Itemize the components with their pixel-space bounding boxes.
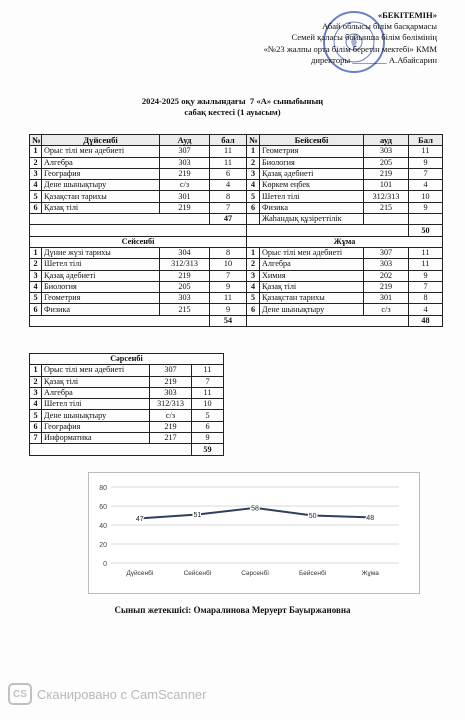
lesson-number: 6 (30, 304, 42, 315)
room-number: 312/313 (160, 259, 210, 270)
lesson-number: 7 (30, 433, 42, 444)
table-row (30, 281, 443, 292)
schedule-table-wednesday (29, 353, 224, 456)
thursday-extra: Жаһандық құзіреттілік (260, 214, 364, 225)
lesson-number: 6 (30, 202, 42, 213)
friday-total: 48 (409, 315, 443, 326)
lesson-number: 1 (30, 146, 42, 157)
x-tick-label: Дүйсенбі (126, 570, 154, 577)
approval-line-3: «№23 жалпы орта білім беретін мектебі» КММ (263, 43, 437, 54)
camscanner-watermark (8, 683, 206, 705)
lesson-number: 2 (247, 259, 260, 270)
lesson-number: 3 (30, 168, 42, 179)
difficulty-score: 11 (210, 293, 247, 304)
data-label: 47 (135, 515, 144, 523)
subject-name: Қазақ тілі (42, 376, 150, 387)
lesson-number: 3 (30, 270, 42, 281)
tuesday-label: Сейсенбі (30, 236, 247, 247)
table-row (30, 304, 443, 315)
table-row (30, 399, 224, 410)
room-number: 219 (150, 376, 192, 387)
table-row (30, 259, 443, 270)
subject-name: Қазақ әдебиеті (260, 168, 364, 179)
room-number: 301 (160, 191, 210, 202)
thursday-total: 50 (409, 225, 443, 236)
y-tick-label: 0 (103, 561, 107, 568)
table-row (30, 376, 224, 387)
col-room-2: ауд (364, 135, 409, 146)
difficulty-score: 11 (409, 247, 443, 258)
difficulty-score: 11 (409, 146, 443, 157)
wednesday-header-row (30, 354, 224, 365)
subject-name: Қазақ тілі (260, 281, 364, 292)
subject-name: Қазақстан тарихы (260, 293, 364, 304)
room-number: 303 (364, 259, 409, 270)
room-number: 219 (364, 168, 409, 179)
table-row (30, 387, 224, 398)
lesson-number: 4 (30, 180, 42, 191)
table-row (30, 365, 224, 376)
subject-name: Дене шынықтыру (42, 410, 150, 421)
table-row (30, 146, 443, 157)
subject-name: Дене шынықтыру (260, 304, 364, 315)
difficulty-score: 8 (210, 247, 247, 258)
lesson-number: 6 (30, 421, 42, 432)
col-num-2: № (247, 135, 260, 146)
schedule-table-main (29, 134, 443, 327)
subject-name: Информатика (42, 433, 150, 444)
subject-name: Алгебра (260, 259, 364, 270)
lesson-number: 2 (30, 157, 42, 168)
approval-line-1: Абай облысы білім басқармасы (322, 21, 437, 32)
subject-name: Көркем еңбек (260, 180, 364, 191)
thursday-total-row (30, 225, 443, 236)
subject-name: Шетел тілі (260, 191, 364, 202)
difficulty-score: 4 (210, 180, 247, 191)
lesson-number: 4 (30, 281, 42, 292)
room-number: 215 (160, 304, 210, 315)
schedule-title-line-2: сабақ кестесі (1 ауысым) (184, 107, 281, 117)
table-row (30, 157, 443, 168)
approval-title: «БЕКІТЕМІН» (377, 10, 437, 20)
header-row (30, 135, 443, 146)
lesson-number: 5 (247, 191, 260, 202)
subject-name: Физика (260, 202, 364, 213)
room-number: 217 (150, 433, 192, 444)
data-label: 48 (366, 514, 375, 522)
room-number: 304 (160, 247, 210, 258)
lesson-number: 6 (247, 202, 260, 213)
difficulty-score: 4 (409, 180, 443, 191)
subject-name: Биология (260, 157, 364, 168)
room-number: 205 (364, 157, 409, 168)
monday-thursday-total-row (30, 214, 443, 225)
y-tick-label: 80 (99, 485, 107, 492)
difficulty-score: 6 (210, 168, 247, 179)
room-number: 205 (160, 281, 210, 292)
x-tick-label: Сәрсенбі (241, 570, 269, 577)
difficulty-score: 9 (210, 281, 247, 292)
subject-name: Қазақ әдебиеті (42, 270, 160, 281)
col-score-2: Бал (409, 135, 443, 146)
difficulty-score: 11 (192, 387, 224, 398)
tuesday-friday-total-row (30, 315, 443, 326)
room-number: 307 (150, 365, 192, 376)
difficulty-score: 11 (210, 157, 247, 168)
approval-line-4: директоры ________ А.Абайсарин (311, 54, 437, 65)
room-number: 101 (364, 180, 409, 191)
data-label: 58 (251, 505, 259, 513)
lesson-number: 5 (30, 191, 42, 202)
y-tick-label: 20 (99, 542, 107, 549)
friday-label: Жұма (247, 236, 443, 247)
subject-name: География (42, 168, 160, 179)
room-number: 219 (160, 168, 210, 179)
lesson-number: 5 (247, 293, 260, 304)
subject-name: Дүние жүзі тарихы (42, 247, 160, 258)
lesson-number: 3 (247, 270, 260, 281)
subject-name: Дене шынықтыру (42, 180, 160, 191)
difficulty-score: 5 (192, 410, 224, 421)
difficulty-score: 9 (409, 270, 443, 281)
difficulty-score: 11 (210, 146, 247, 157)
col-monday: Дүйсенбі (42, 135, 160, 146)
wednesday-total-row (30, 444, 224, 455)
lesson-number: 2 (30, 376, 42, 387)
schedule-title-line-1: 2024-2025 оқу жылындағы 7 «А» сыныбының (141, 96, 324, 106)
room-number: 219 (364, 281, 409, 292)
col-score: бал (210, 135, 247, 146)
y-tick-label: 60 (99, 504, 107, 511)
room-number: 303 (160, 293, 210, 304)
room-number: 312/313 (364, 191, 409, 202)
lesson-number: 3 (30, 387, 42, 398)
difficulty-score: 8 (409, 293, 443, 304)
room-number: 219 (150, 421, 192, 432)
difficulty-score: 9 (192, 433, 224, 444)
lesson-number: 1 (30, 365, 42, 376)
table-row (30, 421, 224, 432)
approval-block (264, 10, 437, 66)
room-number: 307 (364, 247, 409, 258)
approval-line-2: Семей қаласы бойынша білім бөлімінің (291, 32, 437, 43)
room-number: 303 (160, 157, 210, 168)
data-label: 51 (193, 512, 202, 520)
difficulty-score: 9 (210, 304, 247, 315)
y-tick-label: 40 (99, 523, 107, 530)
subject-name: География (42, 421, 150, 432)
load-chart (88, 472, 420, 594)
tuesday-friday-header-row (30, 236, 443, 247)
difficulty-score: 7 (409, 281, 443, 292)
lesson-number: 2 (247, 157, 260, 168)
col-thursday: Бейсенбі (260, 135, 364, 146)
subject-name: Геометрия (260, 146, 364, 157)
wednesday-label: Сәрсенбі (30, 354, 224, 365)
lesson-number: 4 (247, 180, 260, 191)
x-tick-label: Бейсенбі (299, 570, 327, 577)
lesson-number: 5 (30, 293, 42, 304)
subject-name: Геометрия (42, 293, 160, 304)
table-row (30, 270, 443, 281)
room-number: 219 (160, 270, 210, 281)
wednesday-total: 59 (192, 444, 224, 455)
subject-name: Орыс тілі мен әдебиеті (42, 146, 160, 157)
col-num: № (30, 135, 42, 146)
difficulty-score: 4 (409, 304, 443, 315)
difficulty-score: 11 (409, 259, 443, 270)
room-number: с/з (364, 304, 409, 315)
table-row (30, 410, 224, 421)
room-number: с/з (150, 410, 192, 421)
difficulty-score: 8 (210, 191, 247, 202)
lesson-number: 6 (247, 304, 260, 315)
lesson-number: 1 (247, 247, 260, 258)
table-row (30, 247, 443, 258)
room-number: 312/313 (150, 399, 192, 410)
room-number: 307 (160, 146, 210, 157)
room-number: 202 (364, 270, 409, 281)
lesson-number: 5 (30, 410, 42, 421)
camscanner-text: Сканировано с CamScanner (37, 686, 207, 702)
monday-total: 47 (210, 214, 247, 225)
subject-name: Қазақ тілі (42, 202, 160, 213)
difficulty-score: 7 (210, 202, 247, 213)
room-number: 301 (364, 293, 409, 304)
schedule-title (0, 96, 465, 118)
lesson-number: 1 (30, 247, 42, 258)
table-row (30, 433, 224, 444)
difficulty-score: 7 (409, 168, 443, 179)
difficulty-score: 6 (192, 421, 224, 432)
subject-name: Орыс тілі мен әдебиеті (42, 365, 150, 376)
difficulty-score: 9 (409, 157, 443, 168)
room-number: 219 (160, 202, 210, 213)
subject-name: Қазақстан тарихы (42, 191, 160, 202)
subject-name: Шетел тілі (42, 259, 160, 270)
table-row (30, 168, 443, 179)
subject-name: Алгебра (42, 157, 160, 168)
table-row (30, 293, 443, 304)
subject-name: Алгебра (42, 387, 150, 398)
col-room: Ауд (160, 135, 210, 146)
x-tick-label: Жұма (361, 570, 379, 577)
difficulty-score: 10 (192, 399, 224, 410)
subject-name: Биология (42, 281, 160, 292)
difficulty-score: 7 (192, 376, 224, 387)
lesson-number: 2 (30, 259, 42, 270)
lesson-number: 4 (30, 399, 42, 410)
room-number: 303 (364, 146, 409, 157)
table-row (30, 180, 443, 191)
difficulty-score: 11 (192, 365, 224, 376)
subject-name: Химия (260, 270, 364, 281)
room-number: 215 (364, 202, 409, 213)
subject-name: Физика (42, 304, 160, 315)
class-teacher: Сынып жетекшісі: Омаралинова Меруерт Бауыржановна (114, 605, 351, 615)
room-number: 303 (150, 387, 192, 398)
tuesday-total: 54 (210, 315, 247, 326)
subject-name: Шетел тілі (42, 399, 150, 410)
table-row (30, 191, 443, 202)
room-number: с/з (160, 180, 210, 191)
difficulty-score: 9 (409, 202, 443, 213)
table-row (30, 202, 443, 213)
difficulty-score: 10 (210, 259, 247, 270)
load-chart-svg (89, 473, 419, 593)
subject-name: Орыс тілі мен әдебиеті (260, 247, 364, 258)
x-tick-label: Сейсенбі (183, 570, 212, 577)
difficulty-score: 7 (210, 270, 247, 281)
difficulty-score: 10 (409, 191, 443, 202)
lesson-number: 4 (247, 281, 260, 292)
camscanner-logo-icon: CS (8, 683, 32, 705)
lesson-number: 1 (247, 146, 260, 157)
lesson-number: 3 (247, 168, 260, 179)
data-label: 50 (308, 513, 317, 520)
